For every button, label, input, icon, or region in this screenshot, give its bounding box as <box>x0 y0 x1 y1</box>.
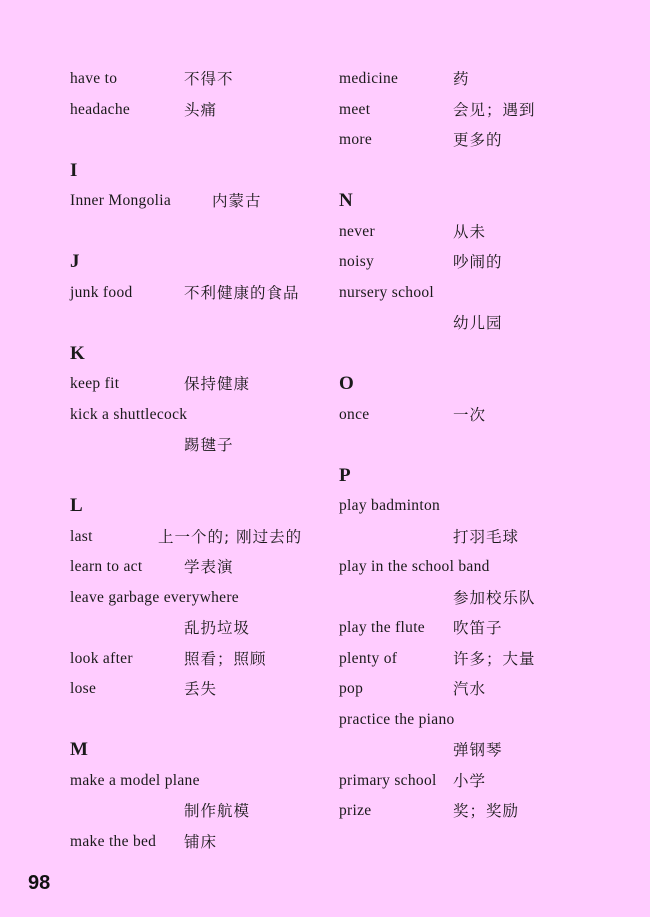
glossary-entry <box>339 247 609 278</box>
entry-chinese: 许多；大量 <box>453 649 536 668</box>
section-letter-n: N <box>339 190 353 211</box>
entry-chinese: 上一个的; 刚过去的 <box>158 527 303 546</box>
glossary-entry <box>70 674 340 705</box>
entry-english: leave garbage everywhere <box>70 588 239 606</box>
glossary-entry <box>339 552 609 583</box>
glossary-entry <box>339 491 609 522</box>
entry-chinese: 照看；照顾 <box>184 649 267 668</box>
entry-english: more <box>339 131 373 148</box>
entry-chinese: 吹笛子 <box>453 619 503 637</box>
entry-chinese: 奖；奖励 <box>453 802 520 820</box>
glossary-entry <box>70 186 340 217</box>
section-spacer <box>339 430 609 461</box>
section-letter-k: K <box>70 342 85 364</box>
entry-chinese: 制作航模 <box>184 802 251 820</box>
entry-english: practice the piano <box>339 710 455 728</box>
glossary-entry-continuation <box>339 308 609 339</box>
entry-english: plenty of <box>339 649 398 667</box>
glossary-entry-continuation <box>339 735 609 766</box>
entry-chinese: 乱扔垃圾 <box>184 619 251 637</box>
entry-english: make the bed <box>70 832 157 850</box>
glossary-entry <box>70 369 340 400</box>
entry-english: lose <box>70 680 97 697</box>
entry-english: pop <box>339 680 364 697</box>
glossary-entry <box>339 217 609 248</box>
glossary-entry <box>70 583 340 614</box>
section-spacer <box>339 156 609 187</box>
entry-english: last <box>70 527 93 545</box>
glossary-entry <box>70 278 340 309</box>
section-letter-l: L <box>70 495 83 516</box>
section-spacer <box>70 217 340 248</box>
entry-chinese: 头痛 <box>184 100 218 119</box>
glossary-entry <box>339 766 609 797</box>
entry-chinese: 弹钢琴 <box>453 741 503 759</box>
entry-chinese: 会见；遇到 <box>453 100 536 119</box>
glossary-entry <box>70 827 340 858</box>
glossary-entry-continuation <box>70 430 340 461</box>
entry-english: nursery school <box>339 283 435 301</box>
section-letter-o: O <box>339 373 354 394</box>
section-spacer <box>70 461 340 492</box>
section-spacer <box>70 125 340 156</box>
glossary-entry <box>70 644 340 675</box>
glossary-entry-continuation <box>339 583 609 614</box>
section-spacer <box>70 705 340 736</box>
entry-chinese: 铺床 <box>184 832 218 851</box>
glossary-entry <box>339 95 609 126</box>
section-letter-p: P <box>339 464 351 486</box>
entry-chinese: 不得不 <box>184 70 234 88</box>
entry-chinese: 踢毽子 <box>184 436 234 454</box>
glossary-entry-continuation <box>70 796 340 827</box>
entry-english: noisy <box>339 253 375 270</box>
entry-english: learn to act <box>70 558 143 575</box>
glossary-right-column <box>339 64 609 827</box>
section-letter-j: J <box>70 251 80 272</box>
glossary-entry-continuation <box>70 613 340 644</box>
entry-chinese: 汽水 <box>453 680 487 698</box>
glossary-entry <box>339 674 609 705</box>
glossary-entry <box>70 64 340 95</box>
glossary-entry <box>70 766 340 797</box>
glossary-entry <box>70 400 340 431</box>
entry-chinese: 不利健康的食品 <box>184 283 300 302</box>
entry-english: make a model plane <box>70 771 200 789</box>
glossary-entry <box>339 278 609 309</box>
entry-english: look after <box>70 649 133 667</box>
entry-english: Inner Mongolia <box>70 192 172 209</box>
entry-english: never <box>339 222 375 240</box>
entry-english: primary school <box>339 771 437 789</box>
entry-chinese: 一次 <box>453 405 487 424</box>
section-letter-i: I <box>70 159 78 181</box>
section-letter-m: M <box>70 739 88 760</box>
entry-english: medicine <box>339 70 399 87</box>
glossary-entry <box>339 705 609 736</box>
glossary-entry <box>339 125 609 156</box>
entry-english: once <box>339 405 370 423</box>
glossary-entry <box>70 95 340 126</box>
entry-english: keep fit <box>70 375 120 392</box>
glossary-entry <box>339 400 609 431</box>
entry-english: play the flute <box>339 619 425 636</box>
entry-chinese: 更多的 <box>453 131 503 149</box>
entry-english: play badminton <box>339 497 441 514</box>
entry-english: prize <box>339 802 372 819</box>
section-spacer <box>339 339 609 370</box>
entry-chinese: 吵闹的 <box>453 253 503 271</box>
entry-chinese: 学表演 <box>184 558 234 576</box>
glossary-entry <box>339 796 609 827</box>
entry-chinese: 保持健康 <box>184 375 251 393</box>
entry-english: kick a shuttlecock <box>70 405 188 423</box>
entry-english: play in the school band <box>339 558 490 575</box>
entry-chinese: 内蒙古 <box>212 192 262 210</box>
entry-chinese: 药 <box>453 70 470 88</box>
glossary-entry <box>339 644 609 675</box>
glossary-entry <box>339 64 609 95</box>
page-number: 98 <box>28 872 51 894</box>
entry-chinese: 从未 <box>453 222 487 241</box>
entry-chinese: 小学 <box>453 771 487 790</box>
entry-english: headache <box>70 100 131 118</box>
entry-english: junk food <box>70 283 133 301</box>
entry-chinese: 幼儿园 <box>453 314 503 332</box>
glossary-entry-continuation <box>339 522 609 553</box>
entry-chinese: 丢失 <box>184 680 218 698</box>
entry-chinese: 参加校乐队 <box>453 588 536 607</box>
glossary-entry <box>70 552 340 583</box>
entry-english: have to <box>70 70 118 87</box>
entry-english: meet <box>339 100 371 118</box>
glossary-entry <box>70 522 340 553</box>
glossary-left-column <box>70 64 340 857</box>
entry-chinese: 打羽毛球 <box>453 527 520 546</box>
section-spacer <box>70 308 340 339</box>
glossary-entry <box>339 613 609 644</box>
